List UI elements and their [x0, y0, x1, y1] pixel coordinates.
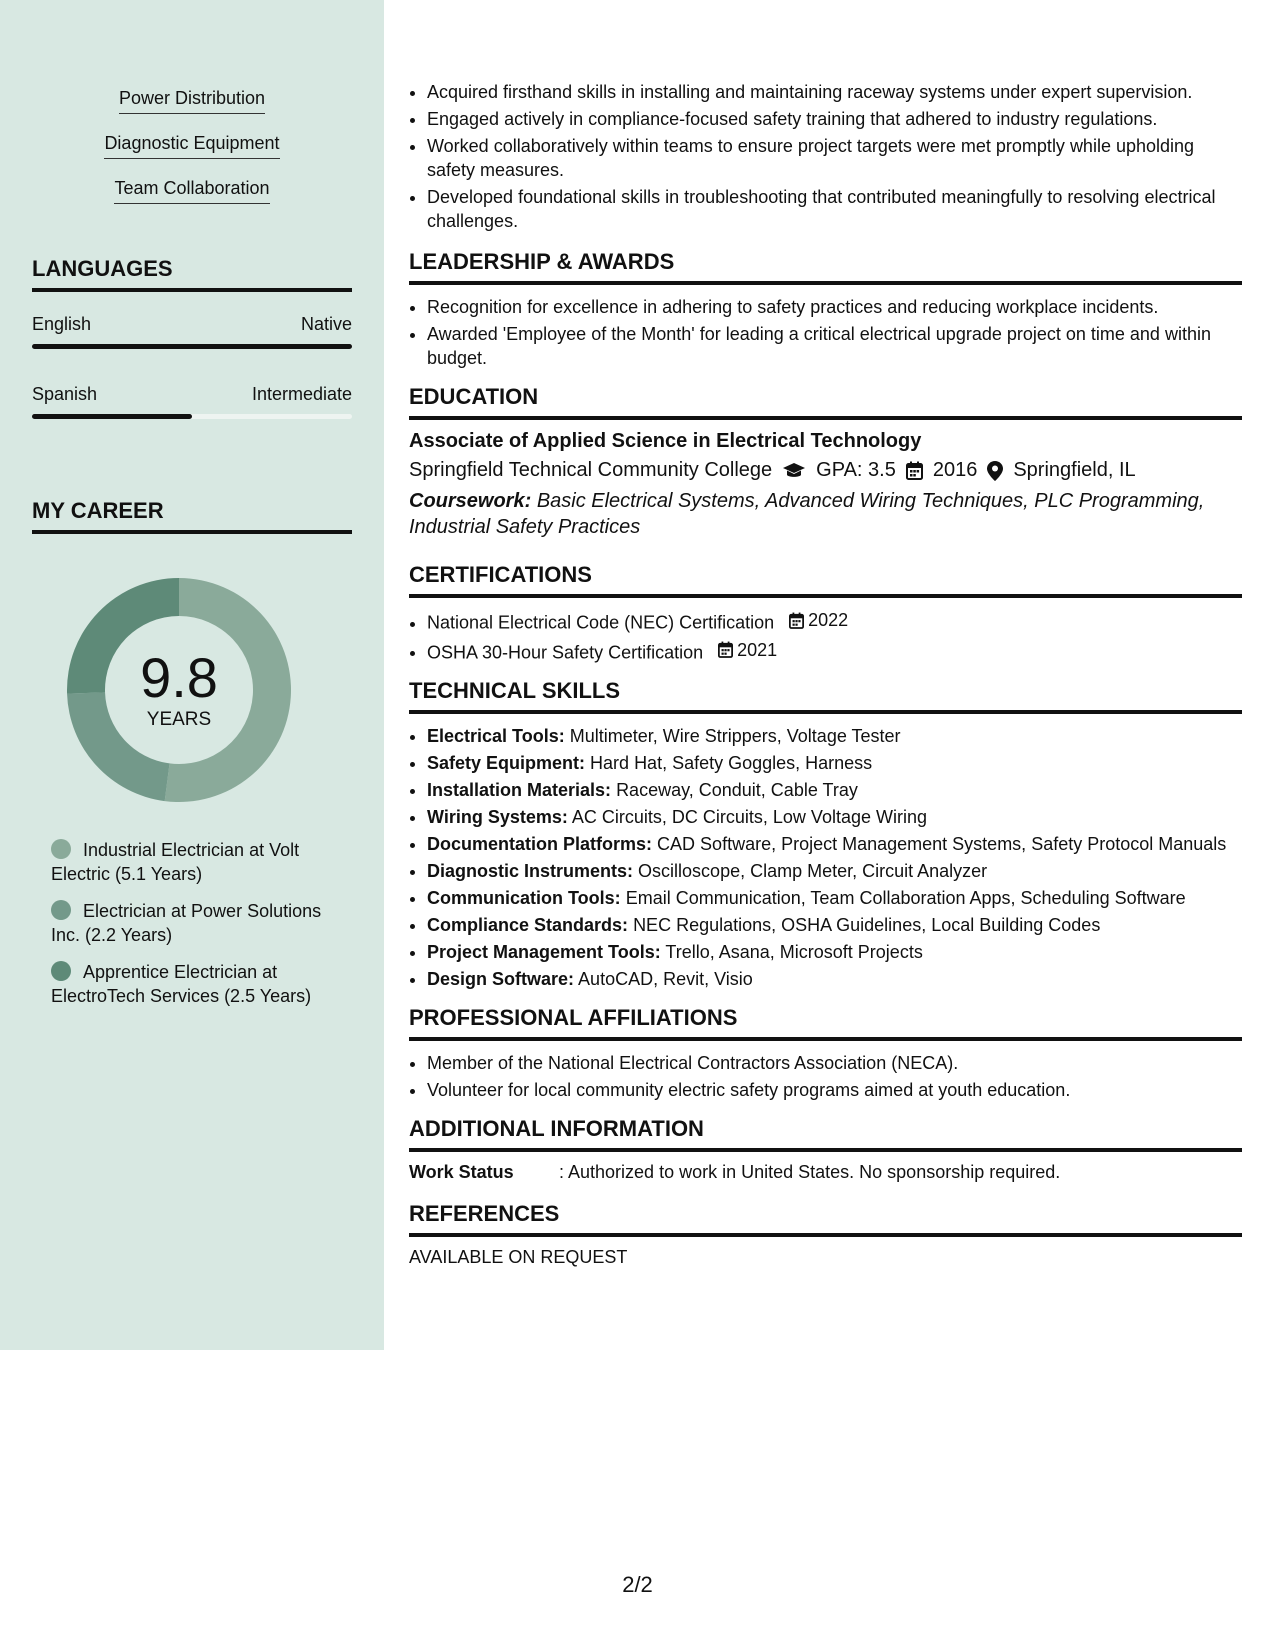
career-list [51, 838, 351, 1021]
skill-values: Raceway, Conduit, Cable Tray [616, 780, 858, 800]
skill-category: Design Software: [427, 969, 575, 989]
career-dot-icon [51, 839, 71, 859]
language-bar-fill [32, 344, 352, 349]
leadership-item: • Recognition for excellence in adhering to safety practices and reducing workplace incidents. [427, 295, 1242, 319]
skill-values: NEC Regulations, OSHA Guidelines, Local Building Codes [633, 915, 1101, 935]
sidebar [0, 0, 384, 1350]
skill-values: AutoCAD, Revit, Visio [578, 969, 753, 989]
technical-skill-item [427, 913, 1242, 937]
certification-item [427, 638, 1242, 665]
career-item [51, 899, 351, 947]
certification-date [789, 608, 848, 632]
location-pin-icon [987, 461, 1003, 481]
career-item [51, 960, 351, 1008]
career-label: Electrician at Power Solutions Inc. (2.2 Years) [51, 901, 322, 945]
affiliations-list [409, 1051, 1242, 1102]
certification-name: OSHA 30-Hour Safety Certification [427, 642, 704, 662]
calendar-icon [906, 461, 923, 480]
certifications-list [409, 608, 1242, 664]
skill-values: Multimeter, Wire Strippers, Voltage Tester [569, 726, 901, 746]
language-row-spanish [32, 384, 352, 405]
career-heading: MY CAREER [32, 498, 352, 534]
experience-bullet: • Engaged actively in compliance-focused safety training that adhered to industry regulations. [427, 107, 1242, 131]
references-text: AVAILABLE ON REQUEST [409, 1247, 628, 1267]
skill-category: Safety Equipment: [427, 753, 586, 773]
skill-category: Documentation Platforms: [427, 834, 653, 854]
leadership-heading: LEADERSHIP & AWARDS [409, 249, 1242, 285]
skill-label: Power Distribution [119, 88, 265, 114]
certification-date [718, 638, 777, 662]
affiliations-heading: PROFESSIONAL AFFILIATIONS [409, 1005, 1242, 1041]
certification-item [427, 608, 1242, 635]
technical-skill-item [427, 859, 1242, 883]
technical-skill-item [427, 805, 1242, 829]
technical-skills-heading: TECHNICAL SKILLS [409, 678, 1242, 714]
skill-label: Diagnostic Equipment [104, 133, 279, 159]
technical-skill-item [427, 886, 1242, 910]
skill-values: CAD Software, Project Management Systems, Safety Protocol Manuals [657, 834, 1227, 854]
skill-category: Installation Materials: [427, 780, 612, 800]
career-dot-icon [51, 961, 71, 981]
languages-heading: LANGUAGES [32, 256, 352, 292]
skill-tag [0, 178, 384, 204]
career-label: Industrial Electrician at Volt Electric (5.1 Years) [51, 840, 300, 884]
leadership-list [409, 295, 1242, 370]
calendar-icon [789, 612, 804, 629]
total-years-label: YEARS [146, 709, 212, 730]
language-bar-spanish [32, 414, 352, 419]
skill-tag [0, 133, 384, 159]
career-dot-icon [51, 900, 71, 920]
language-level: Native [300, 314, 352, 334]
education-gpa: GPA: 3.5 [816, 459, 896, 481]
page-number: 2/2 [622, 1572, 653, 1597]
language-level: Intermediate [251, 384, 352, 404]
skill-values: Trello, Asana, Microsoft Projects [665, 942, 923, 962]
calendar-icon [718, 641, 733, 658]
language-row-english [32, 314, 352, 335]
language-name: Spanish [32, 384, 98, 404]
skill-values: Hard Hat, Safety Goggles, Harness [590, 753, 873, 773]
experience-bullet: • Developed foundational skills in troubleshooting that contributed meaningfully to resolving electrical challenges. [427, 185, 1242, 233]
education-year: 2016 [932, 459, 978, 481]
total-years-value: 9.8 [140, 646, 218, 709]
donut-center [66, 577, 292, 803]
technical-skill-item [427, 940, 1242, 964]
career-donut-chart [66, 577, 292, 803]
work-status-row [409, 1162, 1242, 1183]
affiliation-item: • Member of the National Electrical Contractors Association (NECA). [427, 1051, 1242, 1075]
main-content [409, 80, 1242, 1268]
language-bar-fill [32, 414, 192, 419]
skill-values: Email Communication, Team Collaboration Apps, Scheduling Software [625, 888, 1186, 908]
graduation-cap-icon [782, 462, 806, 480]
career-item [51, 838, 351, 886]
technical-skill-item [427, 778, 1242, 802]
education-location: Springfield, IL [1013, 459, 1136, 481]
skill-category: Compliance Standards: [427, 915, 629, 935]
references-heading: REFERENCES [409, 1201, 1242, 1237]
technical-skills-list [409, 724, 1242, 991]
experience-bullets [409, 80, 1242, 233]
education-school: Springfield Technical Community College [409, 459, 773, 481]
skill-category: Wiring Systems: [427, 807, 568, 827]
education-coursework [409, 488, 1242, 540]
experience-bullet: • Acquired firsthand skills in installing and maintaining raceway systems under expert supervision. [427, 80, 1242, 104]
skill-category: Diagnostic Instruments: [427, 861, 634, 881]
education-heading: EDUCATION [409, 384, 1242, 420]
affiliation-item: • Volunteer for local community electric safety programs aimed at youth education. [427, 1078, 1242, 1102]
certification-name: National Electrical Code (NEC) Certification [427, 612, 775, 633]
skill-category: Communication Tools: [427, 888, 621, 908]
skill-tag [0, 88, 384, 114]
certifications-heading: CERTIFICATIONS [409, 562, 1242, 598]
technical-skill-item [427, 751, 1242, 775]
technical-skill-item [427, 724, 1242, 748]
experience-bullet: • Worked collaboratively within teams to ensure project targets were met promptly while upholding safety measures. [427, 134, 1242, 182]
skill-label: Team Collaboration [114, 178, 269, 204]
skill-category: Project Management Tools: [427, 942, 661, 962]
skill-values: Oscilloscope, Clamp Meter, Circuit Analyzer [638, 861, 988, 881]
work-status-value: : Authorized to work in United States. No sponsorship required. [559, 1162, 1061, 1182]
coursework-label: Coursework: [409, 490, 532, 512]
coursework-list: Basic Electrical Systems, Advanced Wiring Techniques, PLC Programming, Industrial Safety Practices [409, 490, 1205, 538]
technical-skill-item [427, 832, 1242, 856]
education-details [409, 459, 1242, 482]
certification-year: 2021 [737, 639, 778, 660]
technical-skill-item [427, 967, 1242, 991]
education-degree: Associate of Applied Science in Electrical Technology [409, 430, 922, 452]
additional-info-heading: ADDITIONAL INFORMATION [409, 1116, 1242, 1152]
leadership-item: • Awarded 'Employee of the Month' for leading a critical electrical upgrade project on time and within budget. [427, 322, 1242, 370]
career-label: Apprentice Electrician at ElectroTech Services (2.5 Years) [51, 962, 312, 1006]
language-bar-english [32, 344, 352, 349]
language-name: English [32, 314, 92, 334]
certification-year: 2022 [808, 610, 849, 630]
skill-category: Electrical Tools: [427, 726, 565, 746]
work-status-label: Work Status [409, 1162, 514, 1182]
skill-values: AC Circuits, DC Circuits, Low Voltage Wiring [571, 807, 927, 827]
